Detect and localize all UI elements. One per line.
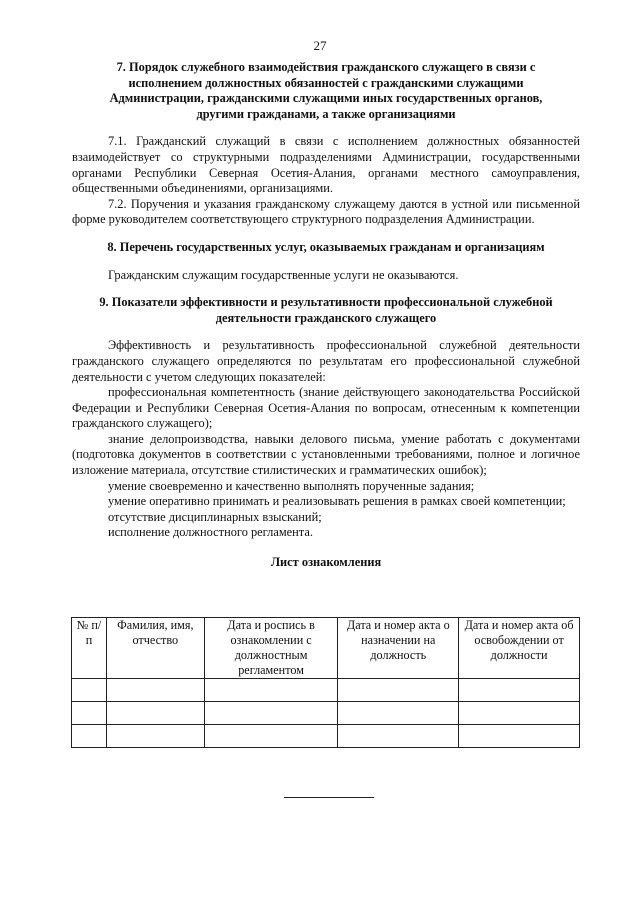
closing-divider-line — [284, 797, 374, 798]
section-8-heading: 8. Перечень государственных услуг, оказываемых гражданам и организациям — [107, 239, 545, 254]
empty-cell[interactable] — [106, 725, 204, 748]
empty-cell[interactable] — [72, 679, 107, 702]
column-header-appointment-act: Дата и номер акта о назначении на должность — [338, 618, 459, 679]
indicator-item: отсутствие дисциплинарных взысканий; — [108, 509, 322, 524]
column-header-full-name: Фамилия, имя, отчество — [106, 618, 204, 679]
indicator-item: исполнение должностного регламента. — [108, 525, 313, 540]
empty-cell[interactable] — [72, 725, 107, 748]
table-row — [72, 702, 580, 725]
page-number: 27 — [313, 38, 327, 53]
document-body — [72, 60, 580, 571]
table-row — [72, 679, 580, 702]
empty-cell[interactable] — [204, 725, 338, 748]
empty-cell[interactable] — [338, 679, 459, 702]
empty-cell[interactable] — [338, 702, 459, 725]
empty-cell[interactable] — [72, 702, 107, 725]
section-7-paragraph-1: 7.1. Гражданский служащий в связи с исполнением должностных обязанностей взаимодействует со структурными подразделениями Администрации, государственными органами Республики Северная Осетия-Алания, органами местного самоуправления, общественными объединениями, организациями. — [72, 134, 580, 196]
ack-sheet-table — [71, 617, 580, 748]
empty-cell[interactable] — [204, 702, 338, 725]
column-header-dismissal-act: Дата и номер акта об освобождении от должности — [459, 618, 580, 679]
empty-cell[interactable] — [338, 725, 459, 748]
section-8-paragraph-1: Гражданским служащим государственные услуги не оказываются. — [108, 267, 459, 282]
column-header-number: № п/п — [72, 618, 107, 679]
column-header-ack-date-signature: Дата и роспись в ознакомлении с должностным регламентом — [204, 618, 338, 679]
indicator-item: профессиональная компетентность (знание действующего законодательства Российской Федерации и Республики Северная Осетия-Алания по вопросам, отнесенным к компетенции гражданского служащего); — [72, 385, 580, 431]
empty-cell[interactable] — [459, 725, 580, 748]
table-header-row — [72, 618, 580, 679]
indicator-item: умение оперативно принимать и реализовывать решения в рамках своей компетенции; — [108, 494, 566, 509]
empty-cell[interactable] — [106, 702, 204, 725]
empty-cell[interactable] — [459, 679, 580, 702]
table-row — [72, 725, 580, 748]
ack-sheet-title: Лист ознакомления — [270, 555, 382, 570]
empty-cell[interactable] — [106, 679, 204, 702]
section-7-paragraph-2: 7.2. Поручения и указания гражданскому служащему даются в устной или письменной форме руководителем соответствующего структурного подразделения Администрации. — [72, 196, 580, 227]
indicator-item: умение своевременно и качественно выполнять порученные задания; — [108, 478, 475, 493]
indicator-item: знание делопроизводства, навыки делового письма, умение работать с документами (подготовка документов в соответствии с установленными требованиями, полное и логичное изложение материала, отсутствие стилистических и грамматических ошибок); — [72, 431, 580, 478]
empty-cell[interactable] — [204, 679, 338, 702]
empty-cell[interactable] — [459, 702, 580, 725]
section-7-heading: 7. Порядок служебного взаимодействия гражданского служащего в связи с исполнением должностных обязанностей с гражданскими служащими Администрации, гражданскими служащими иных государственных органов, другими гражданами, а также организациями — [109, 60, 543, 121]
section-9-intro: Эффективность и результативность профессиональной служебной деятельности гражданского служащего определяются по результатам его профессиональной служебной деятельности с учетом следующих показателей: — [72, 338, 580, 384]
section-9-heading: 9. Показатели эффективности и результативности профессиональной служебной деятельности гражданского служащего — [99, 295, 553, 325]
